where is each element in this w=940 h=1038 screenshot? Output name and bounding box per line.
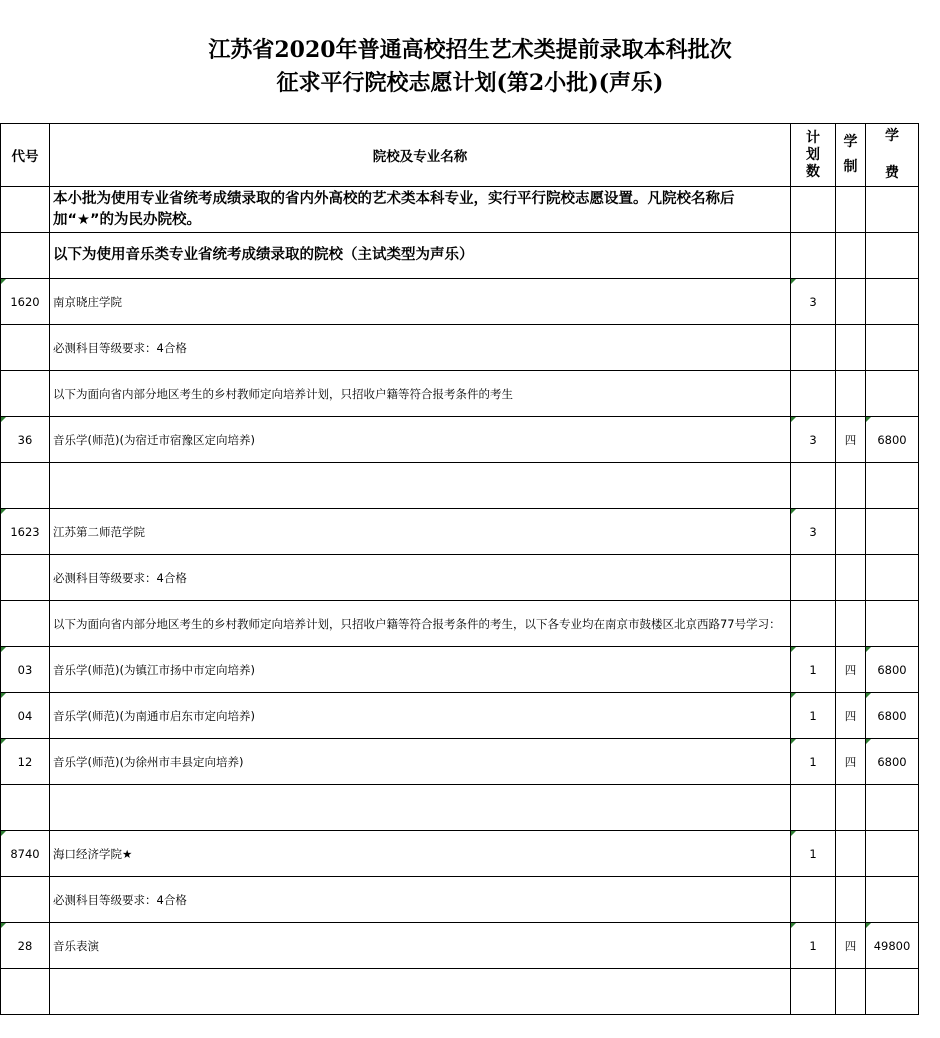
row-duration: 四	[836, 647, 866, 693]
row-duration	[836, 831, 866, 877]
header-fee	[866, 124, 919, 187]
row-plan: 1	[791, 647, 836, 693]
row-duration: 四	[836, 923, 866, 969]
row-plan: 1	[791, 739, 836, 785]
row-plan	[791, 371, 836, 417]
header-code: 代号	[1, 124, 50, 187]
row-code: 28	[1, 923, 50, 969]
row-plan	[791, 463, 836, 509]
row-fee	[866, 831, 919, 877]
row-plan	[791, 325, 836, 371]
row-name: 音乐学(师范)(为徐州市丰县定向培养)	[50, 739, 791, 785]
row-fee	[866, 509, 919, 555]
category-note: 以下为使用音乐类专业省统考成绩录取的院校（主试类型为声乐）	[50, 233, 791, 279]
row-code: 8740	[1, 831, 50, 877]
header-name: 院校及专业名称	[50, 124, 791, 187]
table-row	[1, 601, 919, 647]
table-row	[1, 877, 919, 923]
row-code: 03	[1, 647, 50, 693]
table-row	[1, 463, 919, 509]
header-fee-char: 学	[885, 128, 899, 144]
table-row	[1, 417, 919, 463]
table-row	[1, 923, 919, 969]
row-fee: 49800	[866, 923, 919, 969]
row-fee	[866, 325, 919, 371]
row-fee: 6800	[866, 417, 919, 463]
row-duration	[836, 877, 866, 923]
row-plan	[791, 969, 836, 1015]
row-duration: 四	[836, 693, 866, 739]
row-name: 音乐学(师范)(为宿迁市宿豫区定向培养)	[50, 417, 791, 463]
row-name: 江苏第二师范学院	[50, 509, 791, 555]
row-code: 1620	[1, 279, 50, 325]
row-name: 以下为面向省内部分地区考生的乡村教师定向培养计划，只招收户籍等符合报考条件的考生	[50, 371, 791, 417]
table-row	[1, 785, 919, 831]
row-name: 必测科目等级要求：4合格	[50, 325, 791, 371]
row-name	[50, 969, 791, 1015]
row-fee	[866, 969, 919, 1015]
row-plan	[791, 877, 836, 923]
table-row	[1, 509, 919, 555]
table-row	[1, 647, 919, 693]
header-plan	[791, 124, 836, 187]
row-code	[1, 371, 50, 417]
row-code	[1, 969, 50, 1015]
row-name: 必测科目等级要求：4合格	[50, 555, 791, 601]
row-name: 音乐表演	[50, 923, 791, 969]
row-code	[1, 555, 50, 601]
row-name: 音乐学(师范)(为镇江市扬中市定向培养)	[50, 647, 791, 693]
row-fee: 6800	[866, 647, 919, 693]
table-row	[1, 371, 919, 417]
row-duration	[836, 509, 866, 555]
row-duration	[836, 969, 866, 1015]
page-title-line2: 征求平行院校志愿计划(第2小批)(声乐)	[276, 70, 664, 96]
row-plan: 3	[791, 509, 836, 555]
row-fee	[866, 877, 919, 923]
table-row	[1, 831, 919, 877]
row-duration	[836, 371, 866, 417]
intro-note-row	[1, 187, 919, 233]
row-plan	[791, 785, 836, 831]
row-plan: 1	[791, 831, 836, 877]
row-code: 1623	[1, 509, 50, 555]
row-plan	[791, 555, 836, 601]
table-row	[1, 693, 919, 739]
row-name: 音乐学(师范)(为南通市启东市定向培养)	[50, 693, 791, 739]
row-plan: 3	[791, 279, 836, 325]
row-fee	[866, 279, 919, 325]
row-duration	[836, 785, 866, 831]
row-name	[50, 785, 791, 831]
enrollment-plan-table	[0, 123, 919, 1015]
category-note-row	[1, 233, 919, 279]
table-row	[1, 325, 919, 371]
intro-note: 本小批为使用专业省统考成绩录取的省内外高校的艺术类本科专业，实行平行院校志愿设置。凡院校名称后加“★”的为民办院校。	[50, 187, 791, 233]
row-plan: 1	[791, 923, 836, 969]
row-fee	[866, 555, 919, 601]
table-row	[1, 279, 919, 325]
row-fee: 6800	[866, 739, 919, 785]
row-code: 12	[1, 739, 50, 785]
row-code: 36	[1, 417, 50, 463]
header-plan-char: 计	[806, 129, 820, 146]
row-duration	[836, 555, 866, 601]
row-code	[1, 785, 50, 831]
row-plan	[791, 601, 836, 647]
row-name: 海口经济学院★	[50, 831, 791, 877]
row-code	[1, 601, 50, 647]
row-fee	[866, 785, 919, 831]
row-fee	[866, 371, 919, 417]
table-row	[1, 555, 919, 601]
row-code	[1, 325, 50, 371]
row-duration	[836, 325, 866, 371]
header-duration	[836, 124, 866, 187]
row-code: 04	[1, 693, 50, 739]
row-code	[1, 877, 50, 923]
row-name	[50, 463, 791, 509]
row-duration: 四	[836, 739, 866, 785]
header-duration-char: 学	[843, 134, 858, 150]
row-fee	[866, 601, 919, 647]
header-plan-char: 数	[806, 163, 820, 180]
header-plan-char: 划	[806, 146, 820, 163]
row-duration	[836, 463, 866, 509]
table-header-row	[1, 124, 919, 187]
table-row	[1, 739, 919, 785]
row-name: 必测科目等级要求：4合格	[50, 877, 791, 923]
row-fee	[866, 463, 919, 509]
row-code	[1, 463, 50, 509]
row-plan: 3	[791, 417, 836, 463]
row-duration	[836, 601, 866, 647]
page-title-line1: 江苏省2020年普通高校招生艺术类提前录取本科批次	[208, 37, 732, 63]
row-plan: 1	[791, 693, 836, 739]
header-duration-char: 制	[843, 159, 858, 175]
table-row	[1, 969, 919, 1015]
row-fee: 6800	[866, 693, 919, 739]
row-name: 以下为面向省内部分地区考生的乡村教师定向培养计划，只招收户籍等符合报考条件的考生，以下各专业均在南京市鼓楼区北京西路77号学习：	[50, 601, 791, 647]
row-name: 南京晓庄学院	[50, 279, 791, 325]
header-fee-char: 费	[885, 165, 899, 181]
row-duration: 四	[836, 417, 866, 463]
row-duration	[836, 279, 866, 325]
